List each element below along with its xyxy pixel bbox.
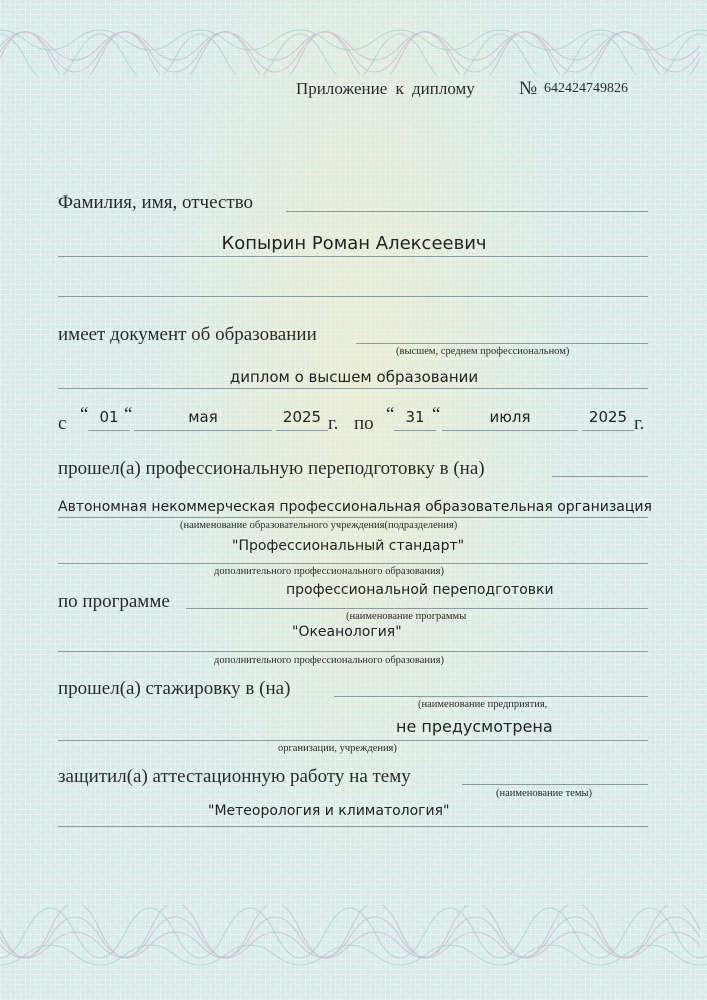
- education-value-line: [58, 388, 648, 389]
- period-to-label: по: [354, 413, 374, 434]
- internship-value: не предусмотрена: [396, 717, 553, 736]
- end-year-suffix: г.: [634, 413, 645, 434]
- education-label-line: [356, 343, 648, 344]
- fio-label: Фамилия, имя, отчество: [58, 192, 254, 213]
- education-label: имеет документ об образовании: [58, 324, 317, 345]
- thesis-hint: (наименование темы): [496, 788, 593, 799]
- retraining-label-line: [552, 476, 648, 477]
- program-hint2: дополнительного профессионального образования): [214, 655, 444, 666]
- start-month-line: [134, 430, 272, 431]
- internship-hint: (наименование предприятия,: [418, 699, 548, 710]
- fio-empty-line: [58, 296, 648, 297]
- internship-hint2: организации, учреждения): [278, 743, 397, 754]
- end-year-line: [582, 430, 634, 431]
- program-hint: (наименование программы: [346, 611, 467, 622]
- thesis-value-line: [58, 826, 648, 827]
- internship-label: прошел(а) стажировку в (на): [58, 678, 291, 699]
- start-day-quote-close: “: [124, 404, 133, 425]
- retraining-hint: (наименование образовательного учреждения(подразделения): [180, 520, 458, 531]
- retraining-organization-line: [58, 517, 648, 518]
- period-from-label: с: [58, 413, 67, 434]
- program-label: по программе: [58, 591, 170, 612]
- start-year-suffix: г.: [328, 413, 339, 434]
- start-year: 2025: [282, 408, 322, 426]
- end-day-quote-open: “: [386, 404, 395, 425]
- end-month: июля: [489, 408, 531, 426]
- retraining-organization-name: "Профессиональный стандарт": [232, 538, 465, 554]
- retraining-hint2: дополнительного профессионального образования): [214, 566, 444, 577]
- start-month: мая: [188, 408, 218, 426]
- thesis-value: "Метеорология и климатология": [208, 803, 450, 819]
- end-day: 31: [405, 408, 425, 426]
- retraining-organization: Автономная некоммерческая профессиональная образовательная организация: [58, 499, 652, 515]
- start-day-line: [88, 430, 130, 431]
- thesis-label: защитил(а) аттестационную работу на тему: [58, 766, 411, 787]
- bottom-guilloche-ornament: [0, 905, 707, 1000]
- internship-label-line: [334, 696, 648, 697]
- end-day-quote-close: “: [432, 404, 441, 425]
- program-type-line: [186, 608, 648, 609]
- appendix-title: Приложение к диплому: [296, 79, 475, 98]
- end-day-line: [394, 430, 436, 431]
- education-hint: (высшем, среднем профессиональном): [396, 346, 570, 357]
- retraining-label: прошел(а) профессиональную переподготовку в (на): [58, 458, 485, 479]
- diploma-number: 642424749826: [544, 81, 628, 96]
- fio-value: Копырин Роман Алексеевич: [221, 233, 487, 254]
- program-type: профессиональной переподготовки: [286, 582, 554, 598]
- fio-value-line: [58, 256, 648, 257]
- number-sign: №: [519, 78, 538, 99]
- internship-value-line: [58, 740, 648, 741]
- program-name: "Океанология": [292, 624, 402, 640]
- program-name-line: [58, 651, 648, 652]
- start-day-quote-open: “: [80, 404, 89, 425]
- top-guilloche-ornament: [0, 0, 707, 75]
- fio-label-line: [286, 211, 648, 212]
- end-month-line: [442, 430, 578, 431]
- start-day: 01: [99, 408, 119, 426]
- education-value: диплом о высшем образовании: [229, 368, 479, 386]
- start-year-line: [276, 430, 328, 431]
- retraining-name-line: [58, 563, 648, 564]
- end-year: 2025: [588, 408, 628, 426]
- thesis-label-line: [462, 784, 648, 785]
